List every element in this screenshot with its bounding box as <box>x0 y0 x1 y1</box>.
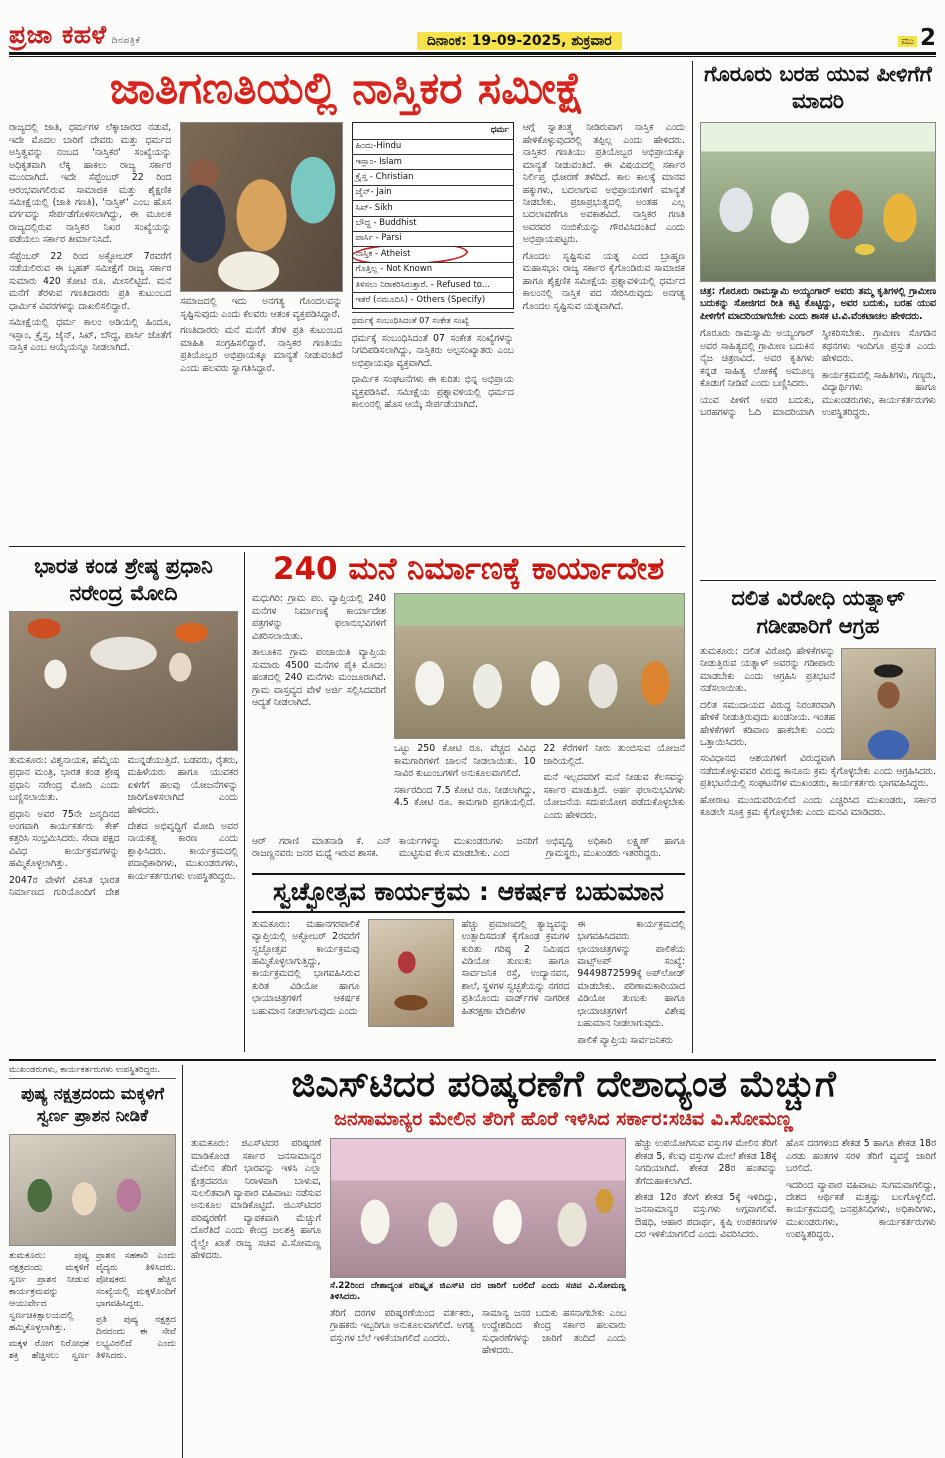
gst-event-photo <box>330 1138 626 1278</box>
census-paragraph: ಧರ್ಮಕ್ಕೆ ಸಂಬಂಧಿಸಿದಂತೆ 07 ಸಂಕೇತ ಸಂಖ್ಯೆಗಳನ್ನು ನಿಗದಿಪಡಿಸಲಾಗಿದ್ದು, ನಾಸ್ತಿಕರು ಅಲ್ಪಸಂಖ್ಯಾತರು ಎಂಬ ಅಭಿಪ್ರಾಯವೂ ವ್ಯಕ್ತವಾಗಿದೆ. <box>351 332 514 369</box>
census-headline: ಜಾತಿಗಣತಿಯಲ್ಲಿ ನಾಸ್ತಿಕರ ಸಮೀಕ್ಷೆ <box>109 63 585 114</box>
religion-table-row: ಇಸ್ಲಾಂ- Islam <box>353 154 513 169</box>
goruru-article <box>700 61 936 574</box>
masthead-title <box>9 20 140 50</box>
header-rule-thick <box>9 52 936 55</box>
gst-body <box>191 1138 936 1432</box>
modi-headline: ಭಾರತ ಕಂಡ ಶ್ರೇಷ್ಠ ಪ್ರಧಾನಿ ನರೇಂದ್ರ ಮೋದಿ <box>34 554 213 605</box>
pushya-paragraph: ತುಮಕೂರು: ಪುಷ್ಯ ನಕ್ಷತ್ರದಂದು ಮಕ್ಕಳಿಗೆ ಸ್ವರ್ಣ ಪ್ರಾಶನ ನೀಡುವ ಕಾರ್ಯಕ್ರಮವನ್ನು ಆಯುರ್ವೇದ ಸ್ವರ್ಣಚಿಕಿತ್ಸಾಲಯದಲ್ಲಿ ಹಮ್ಮಿಕೊಳ್ಳಲಾಗಿತ್ತು. <box>9 1250 89 1333</box>
pushya-headline: ಪುಷ್ಯ ನಕ್ಷತ್ರದಂದು ಮಕ್ಕಳಿಗೆ ಸ್ವರ್ಣ ಪ್ರಾಶನ ನೀಡಿಕೆ <box>20 1084 165 1126</box>
religion-table-title: ಧರ್ಮ <box>490 125 509 136</box>
houses240-end-paragraph: ಆರ್ ಗರಾಣಿ ಮಾತನಾಡಿ ಕೆ. ಎನ್ ರಾಜಣ್ಣನವರು ಜನರ ಮಧ್ಯೆ ಇರುವ ಶಾಸಕ. <box>252 836 391 860</box>
religion-table-row: ಕ್ರೈಸ್ತ - Christian <box>353 169 513 184</box>
goruru-photo-caption: ಚಿತ್ರ: ಗೊರೂರು ರಾಮಸ್ವಾಮಿ ಅಯ್ಯಂಗಾರ್ ಅವರು ತಮ್ಮ ಕೃತಿಗಳಲ್ಲಿ ಗ್ರಾಮೀಣ ಬದುಕನ್ನು ಸೋಜಿಗದ ರೀತಿ ಕಟ್ಟಿ ಕೊಟ್ಟಿದ್ದು, ಅವರ ಬದುಕು, ಬರಹ ಯುವ ಪೀಳಿಗೆಗೆ ಮಾದರಿಯಾಗಬೇಕು ಎಂದು ಶಾಸಕ ಟಿ.ವಿ.ವೆಂಕಟಾಚಲ ಹೇಳಿದರು. <box>700 285 936 322</box>
religion-table-rows <box>353 139 513 308</box>
modi-body <box>9 755 238 1047</box>
dalit-article <box>700 580 936 1038</box>
census-paragraph: ಸೆಪ್ಟೆಂಬರ್ 22 ರಿಂದ ಅಕ್ಟೋಬರ್ 7ರವರೆಗೆ ನಡೆಯಲಿರುವ ಈ ಬೃಹತ್ ಸಮೀಕ್ಷೆಗೆ ರಾಜ್ಯ ಸರ್ಕಾರ ಸುಮಾರು 420 ಕೋಟಿ ರೂ. ಮೀಸಲಿಟ್ಟಿದೆ. ಮನೆ ಮನೆಗೆ ತೆರಳುವ ಗಣತಿದಾರರು ಪ್ರತಿ ಕುಟುಂಬದ ಧಾರ್ಮಿಕ ವಿವರಗಳನ್ನು ದಾಖಲಿಸಲಿದ್ದಾರೆ. <box>9 250 172 312</box>
gst-subhead: ಜನಸಾಮಾನ್ಯರ ಮೇಲಿನ ತೆರಿಗೆ ಹೊರೆ ಇಳಿಸಿದ ಸರ್ಕಾರ:ಸಚಿವ ವಿ.ಸೋಮಣ್ಣ <box>334 1108 793 1131</box>
census-paragraph: ಸಮಾಜದಲ್ಲಿ ಇದು ಅನಗತ್ಯ ಗೊಂದಲವನ್ನು ಸೃಷ್ಟಿಸುವುದು ಎಂದು ಕೆಲವರು ಆತಂಕ ವ್ಯಕ್ತಪಡಿಸಿದ್ದಾರೆ. <box>180 296 343 320</box>
houses240-crowd-photo <box>394 593 685 739</box>
census-column-2-text <box>180 296 342 375</box>
page-number-badge <box>898 27 936 50</box>
houses240-end-paragraph: ಕಾರ್ಯಗಳನ್ನು ಮುಖಂಡರುಗಳು ಜನರಿಗೆ ಮುಟ್ಟಿಸುವ ಕೆಲಸ ಮಾಡಬೇಕು. ಎಂದ <box>399 836 538 860</box>
right-rail <box>692 61 936 1053</box>
religion-table-row: ಹಿಂದು-Hindu <box>353 139 513 154</box>
religion-table-row: ಪಾರ್ಸಿ - Parsi <box>353 231 513 246</box>
census-paragraph: ಧಾರ್ಮಿಕ ಸಂಘಟನೆಗಳು ಈ ಕುರಿತು ಭಿನ್ನ ಅಭಿಪ್ರಾಯ ವ್ಯಕ್ತಪಡಿಸಿವೆ. ಸಮೀಕ್ಷೆಯ ಪ್ರಶ್ನಾವಳಿಯಲ್ಲಿ ಧರ್ಮದ ಕಾಲಂನಲ್ಲಿ ಹೊಸ ಆಯ್ಕೆ ಸೇರ್ಪಡೆಯಾಗಿದೆ. <box>351 374 514 411</box>
census-column-1 <box>9 122 171 540</box>
swachh-paragraph: ಈ ಕಾರ್ಯಕ್ರಮದಲ್ಲಿ ಭಾಗವಹಿಸಿದವರು ಛಾಯಾಚಿತ್ರಗಳನ್ನು ಪಾಲಿಕೆಯ ವಾಟ್ಸ್‌ಅಪ್ ಸಂಖ್ಯೆ: 9449872599ಕ್ಕೆ ಅಪ್‌ಲೋಡ್ ಮಾಡಬೇಕು. ಪರಿಣಾಮಕಾರಿಯಾದ ವಿಡಿಯೋ ತುಣುಕು ಹಾಗೂ ಛಾಯಾಚಿತ್ರಗಳಿಗೆ ವಿಶೇಷ ಬಹುಮಾನ ನೀಡಲಾಗುವುದು. <box>577 918 685 1030</box>
modi-paragraph: 2047ರ ವೇಳೆಗೆ ವಿಕಸಿತ ಭಾರತ ನಿರ್ಮಾಣದ ಗುರಿಯೊಂದಿಗೆ ದೇಶ ಮುನ್ನಡೆಯುತ್ತಿದೆ. ಬಡವರು, ರೈತರು, ಮಹಿಳೆಯರು ಹಾಗೂ ಯುವಕರ ಏಳಿಗೆಗೆ ಹಲವು ಯೋಜನೆಗಳನ್ನು ಜಾರಿಗೊಳಿಸಲಾಗಿದೆ ಎಂದು ಹೇಳಿದರು. <box>9 754 238 899</box>
previous-article-endline: ಮುಖಂಡರುಗಳು, ಕಾರ್ಯಕರ್ತರುಗಳು ಉಪಸ್ಥಿತರಿದ್ದರು. <box>9 1065 176 1079</box>
gst-paragraph: ತುಮಕೂರು: ಜಿಎಸ್‌ಟಿದರ ಪರಿಷ್ಕರಣೆ ಮಾಡಿಕೊಂಡ ಸರ್ಕಾರ ಜನಸಾಮಾನ್ಯರ ಮೇಲಿನ ತೆರಿಗೆ ಭಾರವನ್ನು ಇಳಿಸಿ ಎಲ್ಲಾ ಕ್ಷೇತ್ರದವರೂ ನಿರಾಳವಾಗಿ ಬಾಳುವ, ಸುಲಲಿತವಾಗಿ ವ್ಯಾಪಾರ ವಹಿವಾಟು ನಡೆಸುವ ಅನುಕೂಲ ಮಾಡಿಕೊಟ್ಟಿದೆ. ಜಿಎಸ್‌ಟಿದರ ಪರಿಷ್ಕರಣೆಗೆ ವ್ಯಾಪಕವಾಗಿ ಮೆಚ್ಚುಗೆ ದೊರೆತಿದೆ ಎಂದು ಕೇಂದ್ರ ಜಲಶಕ್ತಿ ಹಾಗೂ ರೈಲ್ವೇ ಖಾತೆ ರಾಜ್ಯ ಸಚಿವ ವಿ.ಸೋಮಣ್ಣ ಹೇಳಿದರು. <box>191 1138 321 1262</box>
houses240-article <box>252 552 685 868</box>
modi-article <box>9 552 245 1052</box>
gst-photo-caption: ಸೆ.22ರಿಂದ ದೇಶಾದ್ಯಂತ ಪರಿಷ್ಕೃತ ಜಿಎಸ್‌ಟಿ ದರ ಜಾರಿಗೆ ಬರಲಿದೆ ಎಂದು ಸಚಿವ ವಿ.ಸೋಮಣ್ಣ ತಿಳಿಸಿದರು. <box>330 1281 626 1303</box>
religion-table-row: ಗೊತ್ತಿಲ್ಲ - Not Known <box>353 262 513 277</box>
swachh-paragraph: ಪಾಲಿಕೆ ವ್ಯಾಪ್ತಿಯ ಸಾರ್ವಜನಿಕರು <box>577 1034 673 1046</box>
gst-paragraph: ಹೊಸ ದರಗಳಿಂದ ಶೇಕಡ 5 ಹಾಗೂ ಶೇಕಡ 18ರ ಎರಡು ಹಂತಗಳ ಸರಳ ತೆರಿಗೆ ವ್ಯವಸ್ಥೆ ಜಾರಿಗೆ ಬರಲಿದೆ. <box>786 1138 936 1175</box>
religion-table-note: ಧರ್ಮಕ್ಕೆ ಸಂಬಂಧಿಸಿದಂತೆ 07 ಸಂಕೇತ ಸಂಖ್ಯೆ <box>352 312 514 329</box>
houses240-headline: 240 ಮನೆ ನಿರ್ಮಾಣಕ್ಕೆ ಕಾರ್ಯಾದೇಶ <box>272 551 665 588</box>
header-rule-thin <box>9 56 936 57</box>
dalit-body <box>700 646 936 1038</box>
swachh-article <box>252 873 685 1046</box>
gst-photo-column <box>330 1138 626 1432</box>
modi-paragraph: ಪ್ರಧಾನಿ ಅವರ 75ನೇ ಜನ್ಮದಿನದ ಅಂಗವಾಗಿ ಕಾರ್ಯಕರ್ತರು ಕೇಕ್ ಕತ್ತರಿಸಿ ಸಂಭ್ರಮಿಸಿದರು. ಸೇವಾ ಪಕ್ಷದ ವಿವಿಧ ಕಾರ್ಯಕ್ರಮಗಳನ್ನು ಹಮ್ಮಿಕೊಳ್ಳಲಾಗಿತ್ತು. <box>9 808 120 870</box>
dalit-portrait-photo <box>841 648 936 760</box>
swachh-officer-photo <box>368 919 454 1027</box>
religion-table-row: ಇತರೆ (ನಮೂದಿಸಿ) - Others (Specify) <box>353 292 513 307</box>
swachh-column-1 <box>252 919 360 1047</box>
goruru-paragraph: ಗೊರೂರು ರಾಮಸ್ವಾಮಿ ಅಯ್ಯಂಗಾರ್ ಅವರ ಸಾಹಿತ್ಯದಲ್ಲಿ ಗ್ರಾಮೀಣ ಬದುಕಿನ ನೈಜ ಚಿತ್ರಣವಿದೆ. ಅವರ ಕೃತಿಗಳು ಕನ್ನಡ ಸಾಹಿತ್ಯ ಲೋಕಕ್ಕೆ ಅಮೂಲ್ಯ ಕೊಡುಗೆ ನೀಡಿವೆ ಎಂದು ಬಣ್ಣಿಸಿದರು. <box>700 328 814 390</box>
swachh-paragraph: ತುಮಕೂರು: ಮಹಾನಗರಪಾಲಿಕೆ ವ್ಯಾಪ್ತಿಯಲ್ಲಿ ಅಕ್ಟೋಬರ್ 2ರವರೆಗೆ ಸ್ವಚ್ಛೋತ್ಸವ ಕಾರ್ಯಕ್ರಮವು ಹಮ್ಮಿಕೊಳ್ಳಲಾಗುತ್ತಿದ್ದು, ಕಾರ್ಯಕ್ರಮದಲ್ಲಿ ಭಾಗವಹಿಸಿರುವ ಕುರಿತ ವಿಡಿಯೋ ಹಾಗೂ ಛಾಯಾಚಿತ್ರಗಳಿಗೆ ಆಕರ್ಷಕ ಬಹುಮಾನ ನೀಡಲಾಗುವುದು ಎಂದು <box>252 918 360 1017</box>
center-stack <box>245 552 685 1052</box>
census-column-2 <box>180 122 342 540</box>
gst-headline: ಜಿಎಸ್‌ಟಿದರ ಪರಿಷ್ಕರಣೆಗೆ ದೇಶಾದ್ಯಂತ ಮೆಚ್ಚುಗೆ <box>291 1064 836 1105</box>
middle-row <box>9 546 685 1052</box>
houses240-paragraph: ಸರ್ಕಾರದಿಂದ 7.5 ಕೋಟಿ ರೂ. ನೀಡಲಾಗಿದ್ದು, 4.5 ಕೋಟಿ ರೂ. ಕಾಮಗಾರಿ ಪ್ರಗತಿಯಲ್ಲಿದೆ. 22 ಕೆರೆಗಳಿಗೆ ನೀರು ತುಂಬಿಸುವ ಯೋಜನೆ ಜಾರಿಯಲ್ಲಿದೆ. <box>394 743 685 809</box>
census-column-3-text <box>352 333 514 412</box>
bottom-section <box>9 1059 936 1458</box>
census-body <box>9 122 685 540</box>
page-header <box>9 6 936 50</box>
houses240-paragraph: ಮನೆ ಇಲ್ಲದವರಿಗೆ ಮನೆ ನೀಡುವ ಕೆಲಸವನ್ನು ಸರ್ಕಾರ ಮಾಡುತ್ತಿದೆ. ಅರ್ಹ ಫಲಾನುಭವಿಗಳು ಯೋಜನೆಯ ಸದುಪಯೋಗ ಪಡೆದುಕೊಳ್ಳಬೇಕು ಎಂದು ಹೇಳಿದರು. <box>543 772 685 821</box>
gst-article <box>183 1065 936 1458</box>
pushya-paragraph: ಮಕ್ಕಳ ರೋಗ ನಿರೋಧಕ ಶಕ್ತಿ ಹೆಚ್ಚಿಸಲು ಸ್ವರ್ಣ ಪ್ರಾಶನ ಸಹಕಾರಿ ಎಂದು ವೈದ್ಯರು ತಿಳಿಸಿದರು. ಪೋಷಕರು ಹೆಚ್ಚಿನ ಸಂಖ್ಯೆಯಲ್ಲಿ ಮಕ್ಕಳೊಂದಿಗೆ ಭಾಗವಹಿಸಿದ್ದರು. <box>9 1250 176 1361</box>
dalit-paragraph: ಸಂವಿಧಾನದ ಆಶಯಗಳಿಗೆ ವಿರುದ್ಧವಾಗಿ ನಡೆದುಕೊಳ್ಳುವವರ ವಿರುದ್ಧ ಕಾನೂನು ಕ್ರಮ ಕೈಗೊಳ್ಳಬೇಕು ಎಂದು ಆಗ್ರಹಿಸಿದರು. ಪ್ರತಿಭಟನೆಯಲ್ಲಿ ಸಂಘಟನೆಗಳ ಮುಖಂಡರು, ಕಾರ್ಯಕರ್ತರು ಭಾಗವಹಿಸಿದ್ದರು. <box>700 753 936 790</box>
gst-paragraph: ಇದರಿಂದ ವ್ಯಾಪಾರ ವಹಿವಾಟು ಸುಗಮವಾಗಲಿದ್ದು, ದೇಶದ ಆರ್ಥಿಕತೆ ಮತ್ತಷ್ಟು ಬಲಗೊಳ್ಳಲಿದೆ. ಕಾರ್ಯಕ್ರಮದಲ್ಲಿ ಜನಪ್ರತಿನಿಧಿಗಳು, ಅಧಿಕಾರಿಗಳು, ಮುಖಂಡರುಗಳು, ಕಾರ್ಯಕರ್ತರುಗಳು ಉಪಸ್ಥಿತರಿದ್ದರು. <box>786 1179 936 1241</box>
goruru-paragraph: ಯುವ ಪೀಳಿಗೆ ಅವರ ಬದುಕು, ಬರಹಗಳನ್ನು ಓದಿ ಮಾದರಿಯಾಗಿ ಸ್ವೀಕರಿಸಬೇಕು. ಗ್ರಾಮೀಣ ಸೊಗಡಿನ ಕಥನಗಳು ಇಂದಿಗೂ ಪ್ರಸ್ತುತ ಎಂದು ಹೇಳಿದರು. <box>700 328 936 418</box>
gst-paragraph: ಶೇಕಡ 12ರ ತೆರಿಗೆ ಶೇಕಡ 5ಕ್ಕೆ ಇಳಿದಿದ್ದು, ಜನಸಾಮಾನ್ಯರ ವಸ್ತುಗಳು ಅಗ್ಗವಾಗಲಿವೆ. ಔಷಧಿ, ಆಹಾರ ಪದಾರ್ಥ, ಕೃಷಿ ಉಪಕರಣಗಳ ದರ ಇಳಿಕೆಯಾಗಲಿದೆ ಎಂದು ವಿವರಿಸಿದರು. <box>635 1191 777 1241</box>
pushya-body <box>9 1250 176 1455</box>
census-paragraph: ರಾಜ್ಯದಲ್ಲಿ ಜಾತಿ, ಧರ್ಮಗಳ ಲೆಕ್ಕಾಚಾರದ ನಡುವೆ, ಇದೇ ಮೊದಲ ಬಾರಿಗೆ ದೇವರು ಮತ್ತು ಧರ್ಮದ ಅಸ್ತಿತ್ವವನ್ನು ನಂಬದ 'ನಾಸ್ತಿಕರ' ಸಂಖ್ಯೆಯನ್ನು ಅಧಿಕೃತವಾಗಿ ಲೆಕ್ಕ ಹಾಕಲು ರಾಜ್ಯ ಸರ್ಕಾರ ಮುಂದಾಗಿದೆ. ಇದೇ ಸೆಪ್ಟೆಂಬರ್ 22 ರಿಂದ ಆರಂಭವಾಗಲಿರುವ ಸಾಮಾಜಿಕ ಮತ್ತು ಶೈಕ್ಷಣಿಕ ಸಮೀಕ್ಷೆಯಲ್ಲಿ (ಜಾತಿ ಗಣತಿ), 'ನಾಸ್ತಿಕ್' ಎಂಬ ಹೊಸ ವರ್ಗವನ್ನು ಸೇರ್ಪಡೆಗೊಳಿಸಲಾಗಿದ್ದು, ಈ ಮೂಲಕ ರಾಜ್ಯದಲ್ಲಿರುವ ನಾಸ್ತಿಕರ ನಿಖರ ಸಂಖ್ಯೆಯನ್ನು ಪಡೆಯಲು ಸರ್ಕಾರ ತೀರ್ಮಾನಿಸಿದೆ. <box>9 122 172 246</box>
top-section <box>9 61 936 1053</box>
page-number: 2 <box>919 25 936 51</box>
census-paragraph: ಸಮೀಕ್ಷೆಯಲ್ಲಿ ಧರ್ಮ ಕಾಲಂ ಅಡಿಯಲ್ಲಿ ಹಿಂದೂ, ಇಸ್ಲಾಂ, ಕ್ರೈಸ್ತ, ಜೈನ್, ಸಿಖ್, ಬೌದ್ಧ, ಪಾರ್ಸಿ ಜೊತೆಗೆ ನಾಸ್ತಿಕ ಎಂಬ ಆಯ್ಕೆಯನ್ನೂ ನೀಡಲಾಗಿದೆ. <box>9 317 172 353</box>
swachh-column-2 <box>462 919 570 1047</box>
census-article <box>9 64 685 540</box>
goruru-event-photo <box>700 122 936 282</box>
swachh-column-3 <box>577 919 685 1047</box>
census-paragraph: ಆಗ್ಗೆ ಸ್ವಾತಂತ್ರ್ಯ ನೀಡಿರುವಾಗ ನಾಸ್ತಿಕ ಎಂದು ಹೇಳಿಕೊಳ್ಳುವುದರಲ್ಲಿ ತಪ್ಪಿಲ್ಲ ಎಂದು ಹೇಳಿದರು. ನಾಸ್ತಿಕರ ಗಣತಿಯು ಪ್ರತಿಯೊಬ್ಬರ ಅಭಿಪ್ರಾಯಕ್ಕೂ ಮಾನ್ಯತೆ ನೀಡುವಂತಿದೆ. ಈ ವಿಷಯದಲ್ಲಿ ಸರ್ಕಾರ ನಿರ್ಲಿಪ್ತ ಧೋರಣೆ ತಳೆದಿದೆ. ಕಾಲ ಕಾಲಕ್ಕೆ ಮಾನವ ಹಕ್ಕುಗಳು, ಬದಲಾಗುವ ಅಭಿಪ್ರಾಯಗಳಿಗೆ ಮಾನ್ಯತೆ ನೀಡಬೇಕು. ಪ್ರಜಾಪ್ರಭುತ್ವದಲ್ಲಿ ಅಂತಹ ಎಲ್ಲ ಬದಲಾವಣೆಗೂ ಅವಕಾಶವಿದೆ. ನಾಸ್ತಿಕರ ಗಣತಿ ಅವರವರ ನಂಬಿಕೆಯನ್ನು ಗೌರವಿಸಿದಂತಿದೆ ಎಂದು ಅಭಿಪ್ರಾಯಪಟ್ಟರು. <box>522 122 685 246</box>
census-survey-photo <box>180 122 342 292</box>
goruru-body <box>700 328 936 574</box>
houses240-endcols <box>252 836 685 868</box>
dalit-paragraph: ದಲಿತ ಸಮುದಾಯದ ವಿರುದ್ಧ ನಿರಂತರವಾಗಿ ಹೇಳಿಕೆ ನೀಡುತ್ತಿರುವುದು ಖಂಡನೀಯ. ಇಂತಹ ಹೇಳಿಕೆಗಳಿಗೆ ಕಡಿವಾಣ ಹಾಕಬೇಕು ಎಂದು ಒತ್ತಾಯಿಸಿದರು. <box>700 699 835 748</box>
census-paragraph: ಗಣತಿದಾರರು ಮನೆ ಮನೆಗೆ ತೆರಳಿ ಪ್ರತಿ ಕುಟುಂಬದ ಮಾಹಿತಿ ಸಂಗ್ರಹಿಸಲಿದ್ದಾರೆ. ನಾಸ್ತಿಕರ ಗಣತಿಯು ಪ್ರತಿಯೊಬ್ಬರ ಅಭಿಪ್ರಾಯಕ್ಕೂ ಮಾನ್ಯತೆ ನೀಡುವಂತಿದೆ ಎಂದು ಹಲವರು ಸ್ವಾಗತಿಸಿದ್ದಾರೆ. <box>180 325 343 374</box>
houses240-underphoto-text <box>394 743 685 829</box>
houses240-body <box>252 593 685 833</box>
goruru-paragraph: ಕಾರ್ಯಕ್ರಮದಲ್ಲಿ ಸಾಹಿತಿಗಳು, ಗಣ್ಯರು, ವಿದ್ಯಾರ್ಥಿಗಳು ಹಾಗೂ ಮುಖಂಡರುಗಳು, ಕಾರ್ಯಕರ್ತರುಗಳು ಉಪಸ್ಥಿತರಿದ್ದರು. <box>822 369 936 418</box>
religion-table-row: ತಿಳಿಸಲು ನಿರಾಕರಿಸಿರುತ್ತಾರೆ. - Refused to... <box>353 277 513 292</box>
houses240-end-paragraph: ಅಭಿವೃದ್ಧಿ ಅಧಿಕಾರಿ ಲಕ್ಷ್ಮಣ್ ಹಾಗೂ ಗ್ರಾಮಸ್ಥರು, ಮುಖಂಡರು ಇತರರಿದ್ದರು. <box>546 836 685 860</box>
goruru-headline: ಗೊರೂರು ಬರಹ ಯುವ ಪೀಳಿಗೆಗೆ ಮಾದರಿ <box>704 62 932 114</box>
swachh-paragraph: ಹೆಚ್ಚು ಪ್ರಮಾಣದಲ್ಲಿ ತ್ಯಾಜ್ಯವನ್ನು ಉತ್ಪಾದಿಸದಂತೆ ಕೈಗೊಂಡ ಕ್ರಮಗಳ ಕುರಿತು ಗರಿಷ್ಠ 2 ನಿಮಿಷದ ವಿಡಿಯೋ ತುಣುಕು ಹಾಗೂ ಸಾರ್ವಜನಿಕ ರಸ್ತೆ, ಉದ್ಯಾನವನ, ಶಾಲೆ, ಸ್ಥಳಗಳ ಸ್ವಚ್ಛತೆಯನ್ನು ನಗರದ ಪ್ರತಿಯೊಂದು ವಾರ್ಡ್‌ಗಳ ನಾಗರೀಕ ಹಿತರಕ್ಷಣಾ ವೇದಿಕೆಗಳ <box>461 918 570 1017</box>
gst-paragraph: ಹೆಚ್ಚು ಉಪಯೋಗಿಸುವ ವಸ್ತುಗಳ ಮೇಲಿನ ತೆರಿಗೆ ಶೇಕಡ 5, ಕೆಲವು ವಸ್ತುಗಳ ಮೇಲೆ ಶೇಕಡ 18ಕ್ಕೆ ನಿಗದಿಯಾಗಿದೆ. ಶೇಕಡ 28ರ ಹಂತವನ್ನು ತೆಗೆದುಹಾಕಲಾಗಿದೆ. <box>635 1138 777 1187</box>
swachh-headline: ಸ್ವಚ್ಛೋತ್ಸವ ಕಾರ್ಯಕ್ರಮ : ಆಕರ್ಷಕ ಬಹುಮಾನ <box>252 876 685 912</box>
census-column-3 <box>352 122 514 540</box>
masthead-text: ಪ್ರಜಾ ಕಹಳೆ <box>9 20 107 49</box>
modi-celebration-photo <box>9 611 238 751</box>
dalit-paragraph: ಹೋರಾಟ ಮುಂದುವರಿಯಲಿದೆ ಎಂದು ಎಚ್ಚರಿಸಿದ ಮುಖಂಡರು, ಸರ್ಕಾರ ಕೂಡಲೇ ಸೂಕ್ತ ಕ್ರಮ ಕೈಗೊಳ್ಳಬೇಕು ಎಂದು ಮನವಿ ಮಾಡಿದರು. <box>700 794 936 819</box>
masthead-subtitle: ದಿನಪತ್ರಿಕೆ <box>111 36 141 46</box>
swachh-body <box>252 919 685 1047</box>
religion-table-row: ಬೌದ್ಧ - Buddhist <box>353 216 513 231</box>
gst-paragraph: ಸಾಮಾನ್ಯ ಜನರ ಬದುಕು ಹಸನಾಗಬೇಕು ಎಂಬ ಉದ್ದೇಶದಿಂದ ಕೇಂದ್ರ ಸರ್ಕಾರ ಹಲವಾರು ಸುಧಾರಣೆಗಳನ್ನು ಜಾರಿಗೆ ತಂದಿದೆ ಎಂದು ಹೇಳಿದರು. <box>482 1307 626 1357</box>
modi-paragraph: ತುಮಕೂರು: ವಿಶ್ವನಾಯಕ, ಹೆಮ್ಮೆಯ ಪ್ರಧಾನ ಮಂತ್ರಿ, ಭಾರತ ಕಂಡ ಶ್ರೇಷ್ಠ ಪ್ರಧಾನಿ ನರೇಂದ್ರ ಮೋದಿ ಎಂದು ಬಣ್ಣಿಸಲಾಯಿತು. <box>9 754 120 804</box>
houses240-paragraph: ಒಟ್ಟು 250 ಕೋಟಿ ರೂ. ವೆಚ್ಚದ ವಿವಿಧ ಕಾಮಗಾರಿಗಳಿಗೆ ಚಾಲನೆ ನೀಡಲಾಯಿತು. 10 ಸಾವಿರ ಕುಟುಂಬಗಳಿಗೆ ಅನುಕೂಲವಾಗಲಿದೆ. <box>394 743 536 780</box>
census-column-4 <box>523 122 685 540</box>
pushya-article <box>9 1065 183 1458</box>
religion-table <box>352 122 514 309</box>
religion-table-row: ನಾಸ್ತಿಕ - Atheist <box>353 246 513 261</box>
houses240-main <box>394 593 685 833</box>
dalit-paragraph: ತುಮಕೂರು: ದಲಿತ ವಿರೋಧಿ ಹೇಳಿಕೆಗಳನ್ನು ನೀಡುತ್ತಿರುವ ಯತ್ನಾಳ್ ಅವರನ್ನು ಗಡೀಪಾರು ಮಾಡಬೇಕು ಎಂದು ಆಗ್ರಹಿಸಿ ಪ್ರತಿಭಟನೆ ನಡೆಸಲಾಯಿತು. <box>700 645 835 695</box>
main-column-area <box>9 61 685 1053</box>
gst-column-1 <box>191 1138 321 1432</box>
modi-paragraph: ದೇಶದ ಅಭಿವೃದ್ಧಿಗೆ ಮೋದಿ ಅವರ ನಾಯಕತ್ವ ಕಾರಣ ಎಂದು ಶ್ಲಾಘಿಸಿದರು. ಕಾರ್ಯಕ್ರಮದಲ್ಲಿ ಪದಾಧಿಕಾರಿಗಳು, ಮುಖಂಡರುಗಳು, ಕಾರ್ಯಕರ್ತರುಗಳು ಉಪಸ್ಥಿತರಿದ್ದರು. <box>127 821 238 882</box>
houses240-paragraph: ಮಧುಗಿರಿ: ಗ್ರಾಮ ಪಂ. ವ್ಯಾಪ್ತಿಯಲ್ಲಿ 240 ಮನೆಗಳ ನಿರ್ಮಾಣಕ್ಕೆ ಕಾರ್ಯಾದೇಶ ಪತ್ರಗಳನ್ನು ಫಲಾನುಭವಿಗಳಿಗೆ ವಿತರಿಸಲಾಯಿತು. <box>252 593 386 642</box>
religion-table-row: ಸಿಖ್- Sikh <box>353 200 513 215</box>
pushya-group-photo <box>9 1134 176 1246</box>
page-label: ಮು <box>898 36 917 47</box>
pushya-paragraph: ಪ್ರತಿ ಪುಷ್ಯ ನಕ್ಷತ್ರದ ದಿನದಂದು ಈ ಸೇವೆ ಲಭ್ಯವಿರಲಿದೆ ಎಂದು ತಿಳಿಸಿದರು. <box>96 1314 176 1361</box>
gst-column-4 <box>786 1138 936 1432</box>
gst-column-3 <box>635 1138 777 1432</box>
census-paragraph: ಗೊಂದಲ ಸೃಷ್ಟಿಸುವ ಯತ್ನ ಎಂದ ಬ್ರಾಹ್ಮಣ ಮಹಾಸಭಾ: ರಾಜ್ಯ ಸರ್ಕಾರ ಕೈಗೊಂಡಿರುವ ಸಾಮಾಜಿಕ ಹಾಗೂ ಶೈಕ್ಷಣಿಕ ಸಮೀಕ್ಷೆಯ ಪ್ರಶ್ನಾವಳಿಯಲ್ಲಿ ಧರ್ಮದ ಕಾಲಂನಲ್ಲಿ ನಾಸ್ತಿಕ ಪದ ಸೇರಿಸಿರುವುದು ಅನಗತ್ಯ ಗೊಂದಲ ಸೃಷ್ಟಿಸುವ ಯತ್ನವಾಗಿದೆ. <box>522 250 685 312</box>
gst-midtext <box>330 1308 626 1412</box>
houses240-column-1 <box>252 593 386 833</box>
gst-paragraph: ತೆರಿಗೆ ದರಗಳ ಪರಿಷ್ಕರಣೆಯಿಂದ ವರ್ತಕರು, ಗ್ರಾಹಕರು ಇಬ್ಬರಿಗೂ ಅನುಕೂಲವಾಗಲಿದೆ. ಅಗತ್ಯ ವಸ್ತುಗಳ ಬೆಲೆ ಇಳಿಕೆಯಾಗಲಿದೆ ಎಂದರು. <box>330 1307 474 1344</box>
date-line: ದಿನಾಂಕ: 19-09-2025, ಶುಕ್ರವಾರ <box>417 32 622 50</box>
dalit-headline: ದಲಿತ ವಿರೋಧಿ ಯತ್ನಾಳ್ ಗಡೀಪಾರಿಗೆ ಆಗ್ರಹ <box>731 586 905 638</box>
religion-table-row: ಜೈನ್- Jain <box>353 185 513 200</box>
houses240-paragraph: ತಾಲೂಕಿನ ಗ್ರಾಮ ಪಂಚಾಯಿತಿ ವ್ಯಾಪ್ತಿಯ ಸುಮಾರು 4500 ಮನೆಗಳ ಪೈಕಿ ಮೊದಲ ಹಂತದಲ್ಲಿ 240 ಮನೆಗಳು ಮಂಜೂರಾಗಿವೆ. ಗ್ರಾಮ ವಾಸ್ತವ್ಯದ ವೇಳೆ ಅರ್ಜಿ ಸಲ್ಲಿಸಿದವರಿಗೆ ಆದ್ಯತೆ ನೀಡಲಾಗಿದೆ. <box>252 647 386 708</box>
